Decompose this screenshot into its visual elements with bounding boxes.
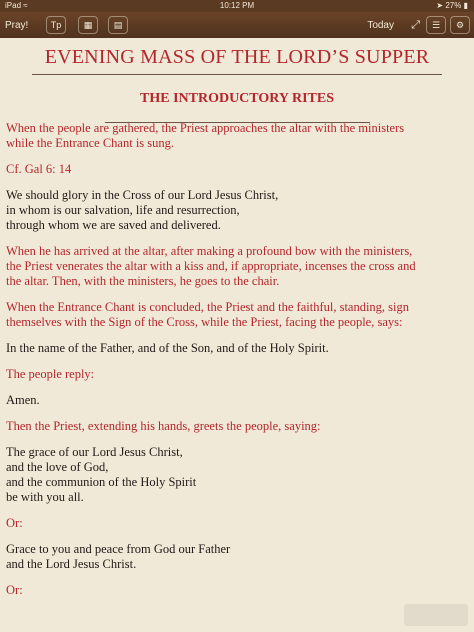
- text-line: themselves with the Sign of the Cross, while the Priest, facing the people, says:: [6, 315, 403, 329]
- text-line: and the love of God,: [6, 460, 109, 474]
- calendar-icon: ▦: [78, 16, 98, 34]
- reading-page: [0, 38, 474, 632]
- app-toolbar: [0, 12, 474, 38]
- text-line: the altar. Then, with the ministers, he goes to the chair.: [6, 274, 280, 288]
- text-line: the Priest venerates the altar with a kiss and, if appropriate, incenses the cross and: [6, 259, 416, 273]
- rubric-paragraph: [6, 244, 468, 289]
- rubric-paragraph: [6, 516, 468, 531]
- text-line: and the Lord Jesus Christ.: [6, 557, 137, 571]
- text-line: be with you all.: [6, 490, 84, 504]
- status-right: [436, 1, 468, 10]
- rubric-paragraph: [6, 300, 468, 330]
- status-bar: [0, 0, 474, 12]
- text-line: Grace to you and peace from God our Father: [6, 542, 231, 556]
- rubric-paragraph: [6, 121, 468, 151]
- text-line: in whom is our salvation, life and resurrection,: [6, 203, 240, 217]
- title-divider: [32, 74, 442, 75]
- wifi-icon: ≈: [23, 1, 28, 10]
- text-line: and the communion of the Holy Spirit: [6, 475, 197, 489]
- text-line: When the Entrance Chant is concluded, the Priest and the faithful, standing, sign: [6, 300, 410, 314]
- text-line: When the people are gathered, the Priest approaches the altar with the ministers: [6, 121, 405, 135]
- text-line: Or:: [6, 583, 23, 597]
- text-line: We should glory in the Cross of our Lord Jesus Christ,: [6, 188, 279, 202]
- expand-icon: ⤢: [411, 18, 420, 31]
- settings-icon: ⚙: [450, 16, 470, 34]
- pray-label: Pray!: [5, 19, 29, 31]
- battery-percent: 27%: [445, 1, 462, 10]
- text-line: The people reply:: [6, 367, 95, 381]
- page-title: EVENING MASS OF THE LORD’S SUPPER: [44, 46, 430, 68]
- tp-button[interactable]: [46, 17, 66, 33]
- prayer-paragraph: [6, 341, 468, 356]
- text-line: When he has arrived at the altar, after making a profound bow with the ministers,: [6, 244, 413, 258]
- battery-icon: ▮: [463, 1, 468, 10]
- hamburger-menu-icon: ☰: [426, 16, 446, 34]
- rubric-paragraph: [6, 367, 468, 382]
- today-label: Today: [367, 19, 394, 31]
- today-button[interactable]: [367, 17, 394, 33]
- status-time: 10:12 PM: [219, 1, 255, 10]
- text-line: In the name of the Father, and of the Son, and of the Holy Spirit.: [6, 341, 329, 355]
- book-button[interactable]: [108, 17, 128, 33]
- calendar-button[interactable]: [78, 17, 98, 33]
- watermark: [404, 604, 468, 626]
- settings-button[interactable]: [450, 17, 470, 33]
- device-label: iPad: [5, 1, 22, 10]
- pray-button[interactable]: [5, 17, 28, 33]
- rubric-paragraph: [6, 162, 468, 177]
- expand-button[interactable]: [411, 17, 420, 33]
- text-line: while the Entrance Chant is sung.: [6, 136, 175, 150]
- text-line: Amen.: [6, 393, 40, 407]
- prayer-paragraph: [6, 188, 468, 233]
- prayer-paragraph: [6, 445, 468, 505]
- menu-button[interactable]: [426, 17, 446, 33]
- rubric-paragraph: [6, 419, 468, 434]
- location-arrow-icon: ➤: [436, 1, 444, 10]
- liturgy-text: [6, 121, 468, 598]
- prayer-paragraph: [6, 542, 468, 572]
- rubric-paragraph: [6, 583, 468, 598]
- section-title: THE INTRODUCTORY RITES: [140, 91, 334, 106]
- prayer-paragraph: [6, 393, 468, 408]
- book-icon: ▤: [108, 16, 128, 34]
- text-line: through whom we are saved and delivered.: [6, 218, 221, 232]
- tp-icon: Tp: [46, 16, 66, 34]
- text-line: The grace of our Lord Jesus Christ,: [6, 445, 183, 459]
- text-line: Or:: [6, 516, 23, 530]
- text-line: Then the Priest, extending his hands, greets the people, saying:: [6, 419, 321, 433]
- text-line: Cf. Gal 6: 14: [6, 162, 72, 176]
